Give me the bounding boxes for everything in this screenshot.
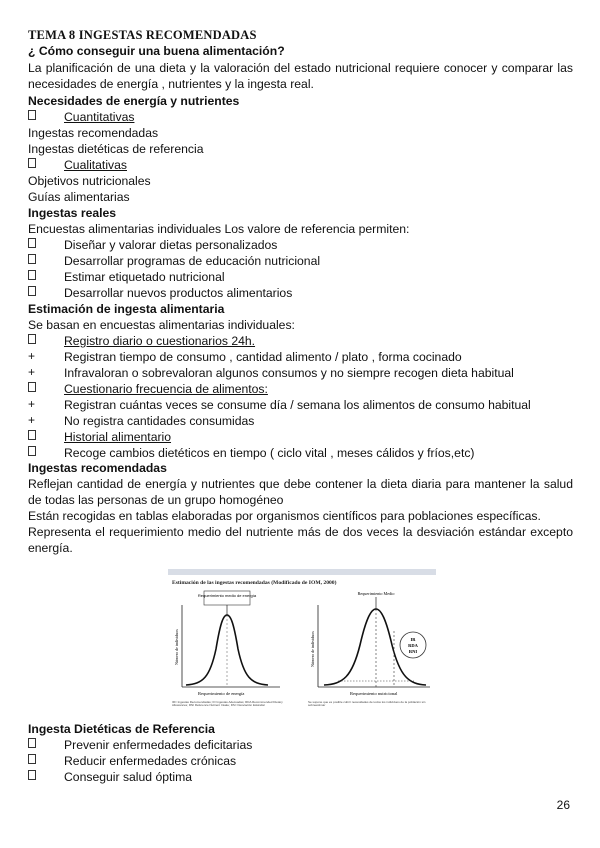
registro-label: Registro diario o cuestionarios 24h. bbox=[64, 334, 256, 348]
list-item: Reducir enfermedades crónicas bbox=[64, 754, 237, 768]
ingestas-figure-svg bbox=[168, 569, 436, 717]
list-item: Ingestas recomendadas bbox=[28, 126, 159, 140]
figure-top-band bbox=[168, 569, 436, 575]
ingestas-figure bbox=[168, 569, 436, 717]
plus-icon: + bbox=[28, 365, 36, 379]
checkbox-icon bbox=[28, 446, 48, 458]
checkbox-icon bbox=[28, 158, 48, 170]
reales-intro: Encuestas alimentarias individuales Los valore de referencia permiten: bbox=[28, 222, 410, 236]
checkbox-icon bbox=[28, 430, 48, 442]
cualitativas-label: Cualitativas bbox=[64, 158, 127, 172]
left-y-label: Número de individuos bbox=[174, 629, 179, 665]
checkbox-icon bbox=[28, 254, 48, 266]
checkbox-icon bbox=[28, 238, 48, 250]
recomendadas-paragraph-3: Representa el requerimiento medio del nutriente más de dos veces la desviación estándar excepto energía. bbox=[28, 525, 573, 555]
list-item: Registran cuántas veces se consume día / semana los alimentos de consumo habitual bbox=[64, 398, 531, 412]
list-item: Registran tiempo de consumo , cantidad alimento / plato , forma cocinado bbox=[64, 350, 462, 364]
intro-paragraph: La planificación de una dieta y la valoración del estado nutricional requiere conocer y comparar las necesidades de energía , nutrientes y la ingesta real. bbox=[28, 61, 573, 91]
recomendadas-paragraph-1: Reflejan cantidad de energía y nutrientes que debe contener la dieta diaria para mantener la salud de todas las personas de un grupo homogéneo bbox=[28, 477, 573, 507]
figure-title: Estimación de las ingestas recomendadas (Modificado de IOM, 2000) bbox=[172, 580, 337, 586]
recomendadas-paragraph-2: Están recogidas en tablas elaboradas por organismos científicos para poblaciones específicas. bbox=[28, 509, 541, 523]
list-item: Conseguir salud óptima bbox=[64, 770, 193, 784]
list-item: Estimar etiquetado nutricional bbox=[64, 270, 225, 284]
cuestionario-label: Cuestionario frecuencia de alimentos: bbox=[64, 382, 268, 396]
checkbox-icon bbox=[28, 738, 48, 750]
list-item: Recoge cambios dietéticos en tiempo ( ciclo vital , meses cálidos y fríos,etc) bbox=[64, 446, 475, 460]
right-top-label: Requerimiento Medio bbox=[357, 591, 395, 596]
section-estimacion: Estimación de ingesta alimentaria bbox=[28, 302, 225, 316]
left-bell-curve bbox=[186, 615, 268, 685]
checkbox-icon bbox=[28, 754, 48, 766]
section-recomendadas: Ingestas recomendadas bbox=[28, 461, 167, 475]
list-item: Prevenir enfermedades deficitarias bbox=[64, 738, 253, 752]
plus-icon: + bbox=[28, 349, 36, 363]
checkbox-icon bbox=[28, 110, 48, 122]
page-number: 26 bbox=[556, 798, 570, 812]
section-idr: Ingesta Dietéticas de Referencia bbox=[28, 722, 215, 736]
cuantitativas-label: Cuantitativas bbox=[64, 110, 135, 124]
circle-label-ir: IR bbox=[410, 637, 416, 642]
list-item: Ingestas dietéticas de referencia bbox=[28, 142, 204, 156]
list-item: No registra cantidades consumidas bbox=[64, 414, 255, 428]
plus-icon: + bbox=[28, 413, 36, 427]
section-necesidades: Necesidades de energía y nutrientes bbox=[28, 94, 240, 108]
list-item: Desarrollar programas de educación nutricional bbox=[64, 254, 321, 268]
checkbox-icon bbox=[28, 286, 48, 298]
section-reales: Ingestas reales bbox=[28, 206, 117, 220]
plus-icon: + bbox=[28, 397, 36, 411]
checkbox-icon bbox=[28, 270, 48, 282]
question-heading: ¿ Cómo conseguir una buena alimentación? bbox=[28, 44, 285, 58]
left-box-label: Requerimiento medio de energía bbox=[197, 593, 257, 598]
list-item: Desarrollar nuevos productos alimentarios bbox=[64, 286, 293, 300]
right-notes: Se supone que es posible cubrir necesidades de todos los individuos de la población sin sobreestimar bbox=[308, 701, 426, 708]
left-notes: IR= Ingestas Recomendadas; IO Ingestas Adecuadas; RDA Recommended Dietary Allowances; RNI Reference Nutrient Intake; DS= Desviación Estándar bbox=[172, 701, 283, 708]
list-item: Guías alimentarias bbox=[28, 190, 130, 204]
checkbox-icon bbox=[28, 382, 48, 394]
circle-label-rda: RDA bbox=[408, 643, 418, 648]
right-notes-box bbox=[308, 701, 434, 717]
list-item: Infravaloran o sobrevaloran algunos consumos y no siempre recogen dieta habitual bbox=[64, 366, 514, 380]
historial-label: Historial alimentario bbox=[64, 430, 172, 444]
list-item: Objetivos nutricionales bbox=[28, 174, 151, 188]
checkbox-icon bbox=[28, 334, 48, 346]
list-item: Diseñar y valorar dietas personalizados bbox=[64, 238, 278, 252]
left-x-label: Requerimiento de energía bbox=[198, 691, 245, 696]
page-title: TEMA 8 INGESTAS RECOMENDADAS bbox=[28, 28, 257, 42]
left-notes-box bbox=[172, 701, 290, 717]
right-x-label: Requerimiento nutricional bbox=[350, 691, 398, 696]
right-y-label: Número de individuos bbox=[310, 631, 315, 667]
estimacion-intro: Se basan en encuestas alimentarias individuales: bbox=[28, 318, 295, 332]
checkbox-icon bbox=[28, 770, 48, 782]
circle-label-rni: RNI bbox=[408, 649, 418, 654]
